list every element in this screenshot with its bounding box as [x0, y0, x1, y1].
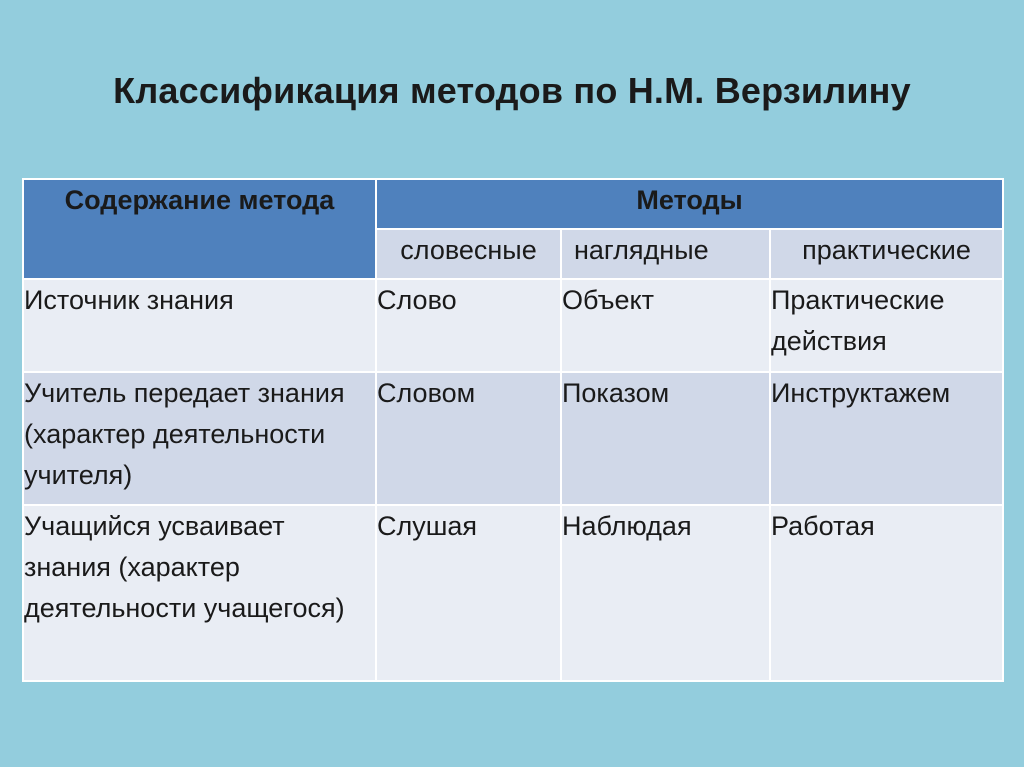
slide-title: Классификация методов по Н.М. Верзилину	[113, 70, 911, 111]
row-verbal-cell: Слово	[376, 279, 561, 372]
row-practical-cell: Работая	[770, 505, 1003, 681]
row-verbal-cell: Слушая	[376, 505, 561, 681]
row-practical-cell: Инструктажем	[770, 372, 1003, 505]
row-verbal-cell: Словом	[376, 372, 561, 505]
row-visual-cell: Объект	[561, 279, 770, 372]
table-row	[23, 505, 1003, 681]
table-header-row	[23, 179, 1003, 229]
row-visual-cell: Наблюдая	[561, 505, 770, 681]
methods-classification-table	[22, 178, 1004, 682]
row-visual-cell: Показом	[561, 372, 770, 505]
subheader-visual: наглядные	[561, 229, 770, 279]
subheader-verbal: словесные	[376, 229, 561, 279]
row-content-cell: Учащийся усваивает знания (характер деятельности учащегося)	[23, 505, 376, 681]
row-content-cell: Учитель передает знания (характер деятельности учителя)	[23, 372, 376, 505]
table-row	[23, 372, 1003, 505]
subheader-practical: практические	[770, 229, 1003, 279]
table-row	[23, 279, 1003, 372]
header-content-cell: Содержание метода	[23, 179, 376, 279]
row-content-cell: Источник знания	[23, 279, 376, 372]
header-methods-cell: Методы	[376, 179, 1003, 229]
row-practical-cell: Практические действия	[770, 279, 1003, 372]
